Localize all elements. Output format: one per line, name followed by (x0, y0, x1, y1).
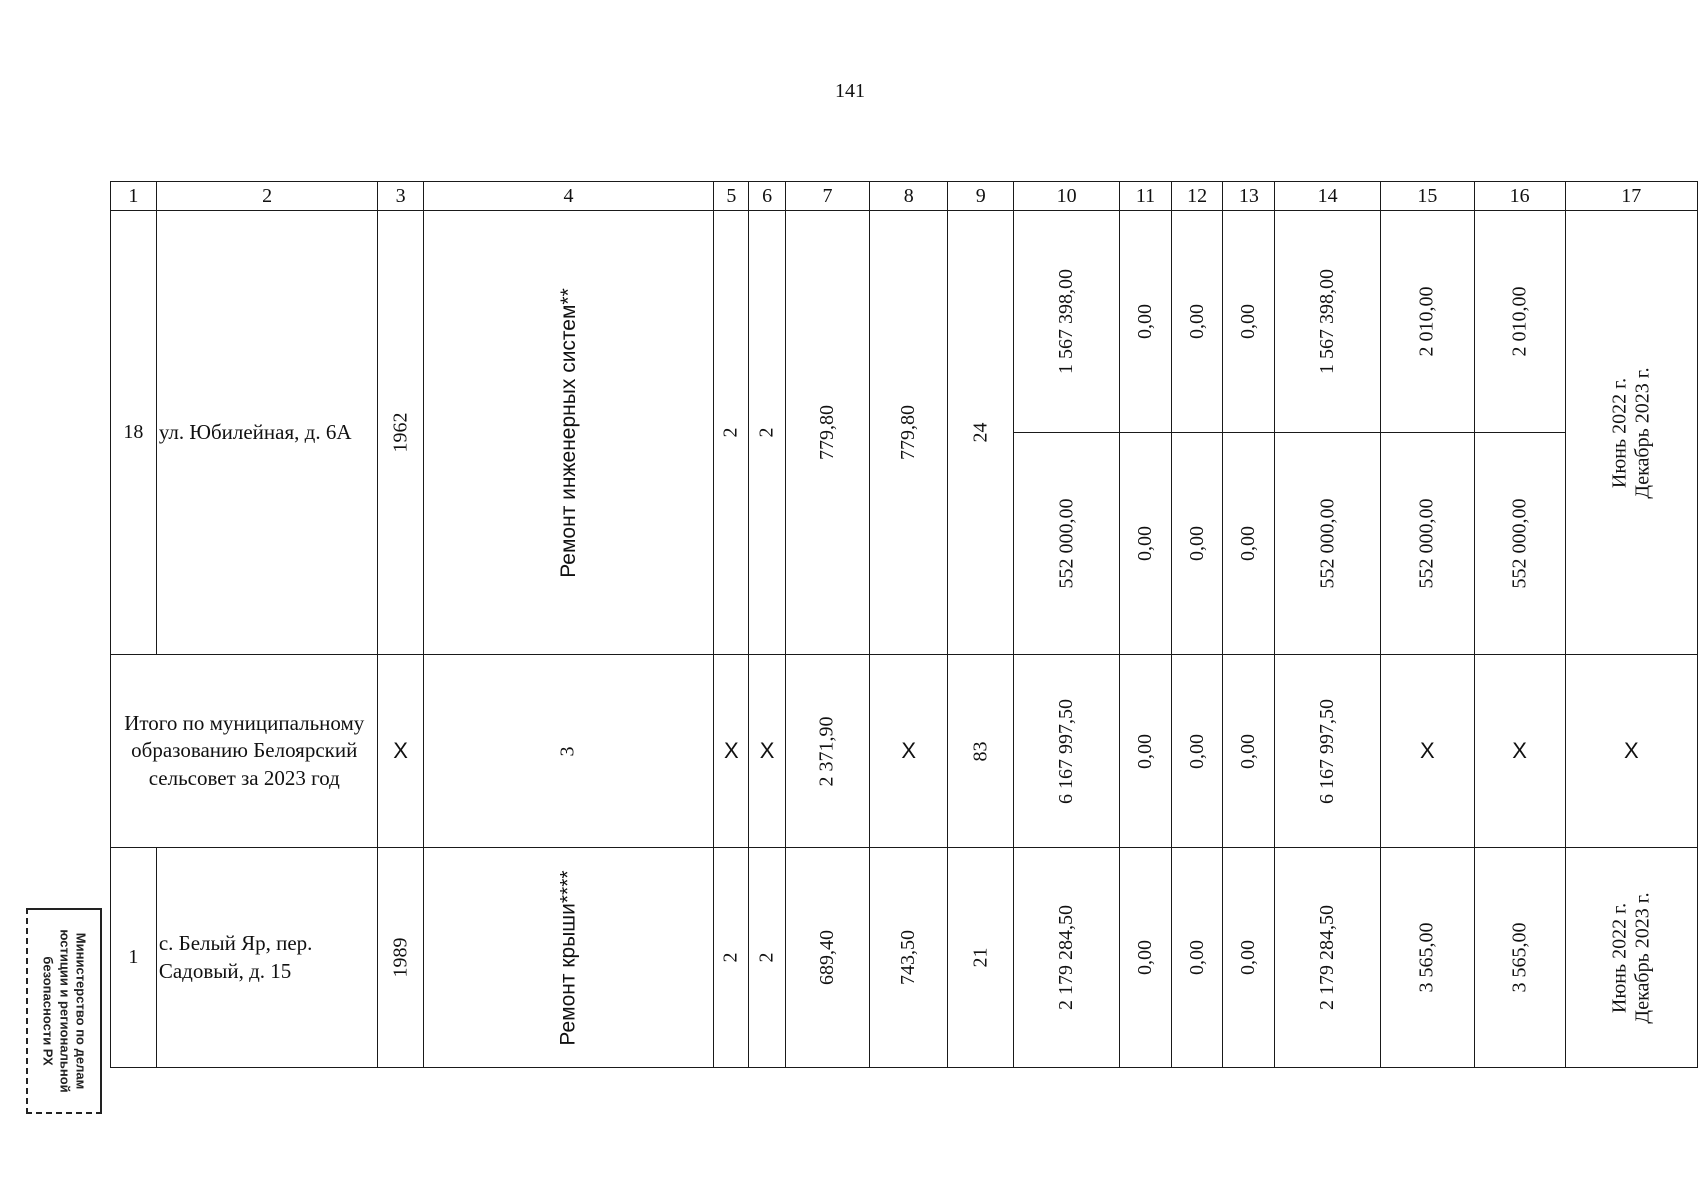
cell (1275, 211, 1381, 433)
cell (785, 848, 869, 1068)
value: 0,00 (1185, 940, 1208, 975)
cell (948, 211, 1014, 655)
cell (714, 848, 749, 1068)
cell (1275, 655, 1381, 848)
value: 3 (556, 746, 579, 756)
cell (423, 655, 714, 848)
cell (749, 211, 785, 655)
col-header: 9 (948, 182, 1014, 211)
cell (1014, 211, 1120, 433)
cell (870, 211, 948, 655)
value: 1 567 398,00 (1055, 269, 1078, 374)
value: 2 179 284,50 (1055, 905, 1078, 1010)
value: 24 (969, 422, 992, 443)
cell (1120, 211, 1172, 433)
value: 0,00 (1133, 733, 1156, 769)
value: 689,40 (815, 930, 838, 985)
col-header: 8 (870, 182, 948, 211)
cell (1474, 433, 1565, 655)
cell (749, 848, 785, 1068)
total-label: Итого по муниципальному образованию Белоярский сельсовет за 2023 год (111, 655, 378, 848)
repair-program-table (110, 181, 1698, 1068)
stamp-line: юстиции и региональной (57, 929, 73, 1093)
cell (1381, 433, 1474, 655)
cell (1474, 848, 1565, 1068)
cell (1171, 211, 1223, 433)
cell (1171, 655, 1223, 848)
cell (1014, 848, 1120, 1068)
address-cell: ул. Юбилейная, д. 6А (156, 211, 378, 655)
cell: Х (870, 655, 948, 848)
value: 6 167 997,50 (1316, 698, 1339, 804)
value: 0,00 (1185, 733, 1208, 769)
value: 0,00 (1133, 526, 1156, 561)
cell (785, 655, 869, 848)
col-header: 17 (1565, 182, 1697, 211)
year-cell (378, 848, 423, 1068)
col-header: 12 (1171, 182, 1223, 211)
value: 83 (969, 741, 992, 761)
cell (785, 211, 869, 655)
value: 3 565,00 (1508, 922, 1531, 993)
value: 2 010,00 (1415, 286, 1438, 357)
cell (1223, 848, 1275, 1068)
value: 552 000,00 (1508, 498, 1531, 589)
total-row (111, 655, 1698, 848)
work-type: Ремонт крыши**** (556, 869, 580, 1046)
value: 0,00 (1237, 526, 1260, 561)
cell (1120, 655, 1172, 848)
col-header: 2 (156, 182, 378, 211)
period-start: Июнь 2022 г. (1608, 902, 1631, 1013)
cell: Х (378, 655, 423, 848)
table-row (111, 211, 1698, 433)
col-header: 7 (785, 182, 869, 211)
period (1608, 367, 1654, 498)
col-header: 1 (111, 182, 157, 211)
period-end: Декабрь 2023 г. (1631, 366, 1654, 499)
value: 0,00 (1185, 526, 1208, 561)
period (1608, 892, 1654, 1023)
period-end: Декабрь 2023 г. (1631, 891, 1654, 1024)
value: 0,00 (1237, 940, 1260, 975)
value: 0,00 (1237, 304, 1260, 339)
cell (1171, 433, 1223, 655)
stamp-text (40, 911, 89, 1111)
col-header: 13 (1223, 182, 1275, 211)
value: 779,80 (815, 405, 838, 460)
value: 0,00 (1133, 304, 1156, 339)
col-header: 15 (1381, 182, 1474, 211)
cell (1014, 433, 1120, 655)
year-cell (378, 211, 423, 655)
address-cell: с. Белый Яр, пер. Садовый, д. 15 (156, 848, 378, 1068)
cell (948, 655, 1014, 848)
value: 6 167 997,50 (1055, 698, 1078, 804)
cell (1223, 655, 1275, 848)
col-header: 5 (714, 182, 749, 211)
cell (870, 848, 948, 1068)
stamp-line: Министерство по делам (73, 932, 89, 1090)
row-number: 1 (111, 848, 157, 1068)
value: 743,50 (897, 930, 920, 985)
period-cell (1565, 211, 1697, 655)
period-start: Июнь 2022 г. (1608, 377, 1631, 488)
ministry-stamp (26, 908, 102, 1114)
table-row (111, 848, 1698, 1068)
value: 2 (755, 427, 778, 438)
cell (1223, 433, 1275, 655)
cell (714, 211, 749, 655)
stamp-line: безопасности РХ (40, 956, 56, 1066)
value: 2 (755, 952, 778, 963)
value: 552 000,00 (1415, 498, 1438, 589)
col-header: 3 (378, 182, 423, 211)
cell (1381, 211, 1474, 433)
col-header: 11 (1120, 182, 1172, 211)
value: 552 000,00 (1055, 498, 1078, 589)
row-number: 18 (111, 211, 157, 655)
value: 2 371,90 (815, 716, 838, 786)
cell (1120, 433, 1172, 655)
value: 2 179 284,50 (1316, 905, 1339, 1010)
work-type-cell (423, 848, 714, 1068)
value: 3 565,00 (1415, 922, 1438, 993)
period-cell (1565, 848, 1697, 1068)
cell: Х (1474, 655, 1565, 848)
header-row (111, 182, 1698, 211)
cell (1171, 848, 1223, 1068)
value: 2 010,00 (1508, 286, 1531, 357)
cell: Х (1381, 655, 1474, 848)
value: 552 000,00 (1316, 498, 1339, 589)
cell: Х (749, 655, 785, 848)
col-header: 4 (423, 182, 714, 211)
cell: Х (1565, 655, 1697, 848)
cell (948, 848, 1014, 1068)
cell (1223, 211, 1275, 433)
cell (1014, 655, 1120, 848)
cell (1474, 211, 1565, 433)
year-value: 1962 (389, 412, 412, 453)
value: 2 (719, 427, 742, 438)
cell: Х (714, 655, 749, 848)
cell (1275, 848, 1381, 1068)
work-type: Ремонт инженерных систем** (556, 287, 580, 578)
value: 0,00 (1237, 733, 1260, 769)
col-header: 14 (1275, 182, 1381, 211)
col-header: 6 (749, 182, 785, 211)
value: 779,80 (897, 405, 920, 460)
page-number: 141 (835, 80, 865, 102)
cell (1120, 848, 1172, 1068)
cell (1381, 848, 1474, 1068)
work-type-cell (423, 211, 714, 655)
cell (1275, 433, 1381, 655)
value: 0,00 (1185, 304, 1208, 339)
value: 21 (969, 947, 992, 968)
value: 0,00 (1133, 940, 1156, 975)
value: 1 567 398,00 (1316, 269, 1339, 374)
col-header: 10 (1014, 182, 1120, 211)
col-header: 16 (1474, 182, 1565, 211)
year-value: 1989 (389, 937, 412, 978)
value: 2 (719, 952, 742, 963)
